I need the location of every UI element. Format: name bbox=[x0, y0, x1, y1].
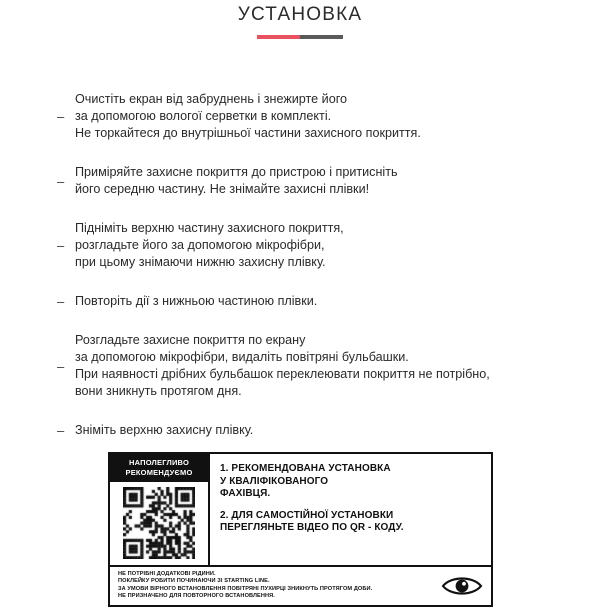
step-item bbox=[57, 293, 570, 310]
recommendation-banner bbox=[108, 452, 493, 607]
step-line: вони зникнуть протягом дня. bbox=[75, 384, 242, 398]
banner-main bbox=[110, 454, 491, 565]
banner-ribbon bbox=[110, 454, 208, 482]
step-text bbox=[75, 332, 570, 400]
step-line: Підніміть верхню частину захисного покриття, bbox=[75, 221, 344, 235]
page-title: УСТАНОВКА bbox=[237, 4, 363, 25]
step-item bbox=[57, 164, 570, 198]
step-line: Розгладьте захисне покриття по екрану bbox=[75, 333, 306, 347]
footnote-line: НЕ ПРИЗНАЧЕНО ДЛЯ ПОВТОРНОГО ВСТАНОВЛЕННЯ. bbox=[118, 593, 275, 600]
step-marker: – bbox=[57, 358, 65, 374]
step-line: Повторіть дії з нижньою частиною плівки. bbox=[75, 294, 318, 308]
footnote-line: ПОКЛЕЙКУ РОБИТИ ПОЧИНАЮЧИ ЗІ STARTING LINE. bbox=[118, 578, 270, 585]
banner-right-column bbox=[210, 454, 491, 565]
footnote-line: ЗА УМОВИ ВІРНОГО ВСТАНОВЛЕННЯ ПОВІТРЯНІ ПУХИРЦІ ЗНИКНУТЬ ПРОТЯГОМ ДОБИ. bbox=[118, 585, 373, 592]
step-line: за допомогою мікрофібри, видаліть повітряні бульбашки. bbox=[75, 350, 409, 364]
banner-footnotes bbox=[110, 565, 491, 605]
qr-code-icon[interactable] bbox=[123, 487, 195, 559]
step-text bbox=[75, 91, 570, 142]
step-line: при цьому знімаючи нижню захисну плівку. bbox=[75, 255, 326, 269]
banner-item-line: ФАХІВЦЯ. bbox=[220, 488, 271, 499]
step-text bbox=[75, 220, 570, 271]
divider-accent-left bbox=[257, 35, 300, 39]
banner-item-line: 2. ДЛЯ САМОСТІЙНОЇ УСТАНОВКИ bbox=[220, 509, 394, 521]
step-line: Зніміть верхню захисну плівку. bbox=[75, 423, 254, 437]
banner-item-line: У КВАЛІФІКОВАНОГО bbox=[220, 475, 329, 487]
banner-item-line: 1. РЕКОМЕНДОВАНА УСТАНОВКА bbox=[220, 463, 391, 474]
step-marker: – bbox=[57, 173, 65, 189]
step-line: розгладьте його за допомогою мікрофібри, bbox=[75, 238, 325, 252]
divider-accent-right bbox=[300, 35, 343, 39]
step-line: його середню частину. Не знімайте захисні плівки! bbox=[75, 182, 370, 196]
step-marker: – bbox=[57, 109, 65, 124]
footnote-line: НЕ ПОТРІБНІ ДОДАТКОВІ РІДИНИ. bbox=[118, 571, 216, 577]
banner-item-line: ПЕРЕГЛЯНЬТЕ ВІДЕО ПО QR - КОДУ. bbox=[220, 522, 404, 533]
step-item bbox=[57, 422, 570, 439]
step-item bbox=[57, 220, 570, 271]
ribbon-line: РЕКОМЕНДУЄМО bbox=[125, 468, 193, 477]
step-line: за допомогою вологої серветки в комплекті. bbox=[75, 109, 332, 123]
banner-left-column bbox=[110, 454, 210, 565]
footnote-text bbox=[118, 571, 439, 601]
step-line: Не торкайтеся до внутрішньої частини захисного покриття. bbox=[75, 126, 421, 140]
ribbon-line: НАПОЛЕГЛИВО bbox=[128, 458, 190, 467]
step-line: Приміряйте захисне покриття до пристрою і притисніть bbox=[75, 165, 398, 179]
title-divider bbox=[0, 35, 600, 39]
divider-bar bbox=[257, 35, 343, 39]
step-text bbox=[75, 422, 570, 439]
step-line: При наявності дрібних бульбашок переклеювати покриття не потрібно, bbox=[75, 367, 490, 381]
eye-icon bbox=[439, 574, 485, 598]
instruction-steps bbox=[0, 91, 600, 439]
step-item bbox=[57, 91, 570, 142]
step-marker: – bbox=[57, 238, 65, 253]
step-marker: – bbox=[57, 423, 65, 438]
step-item bbox=[57, 332, 570, 400]
step-text bbox=[75, 293, 570, 310]
step-line: Очистіть екран від забруднень і знежирте його bbox=[75, 92, 348, 106]
banner-spacer bbox=[220, 501, 483, 510]
step-text bbox=[75, 164, 570, 198]
step-marker: – bbox=[57, 294, 65, 309]
